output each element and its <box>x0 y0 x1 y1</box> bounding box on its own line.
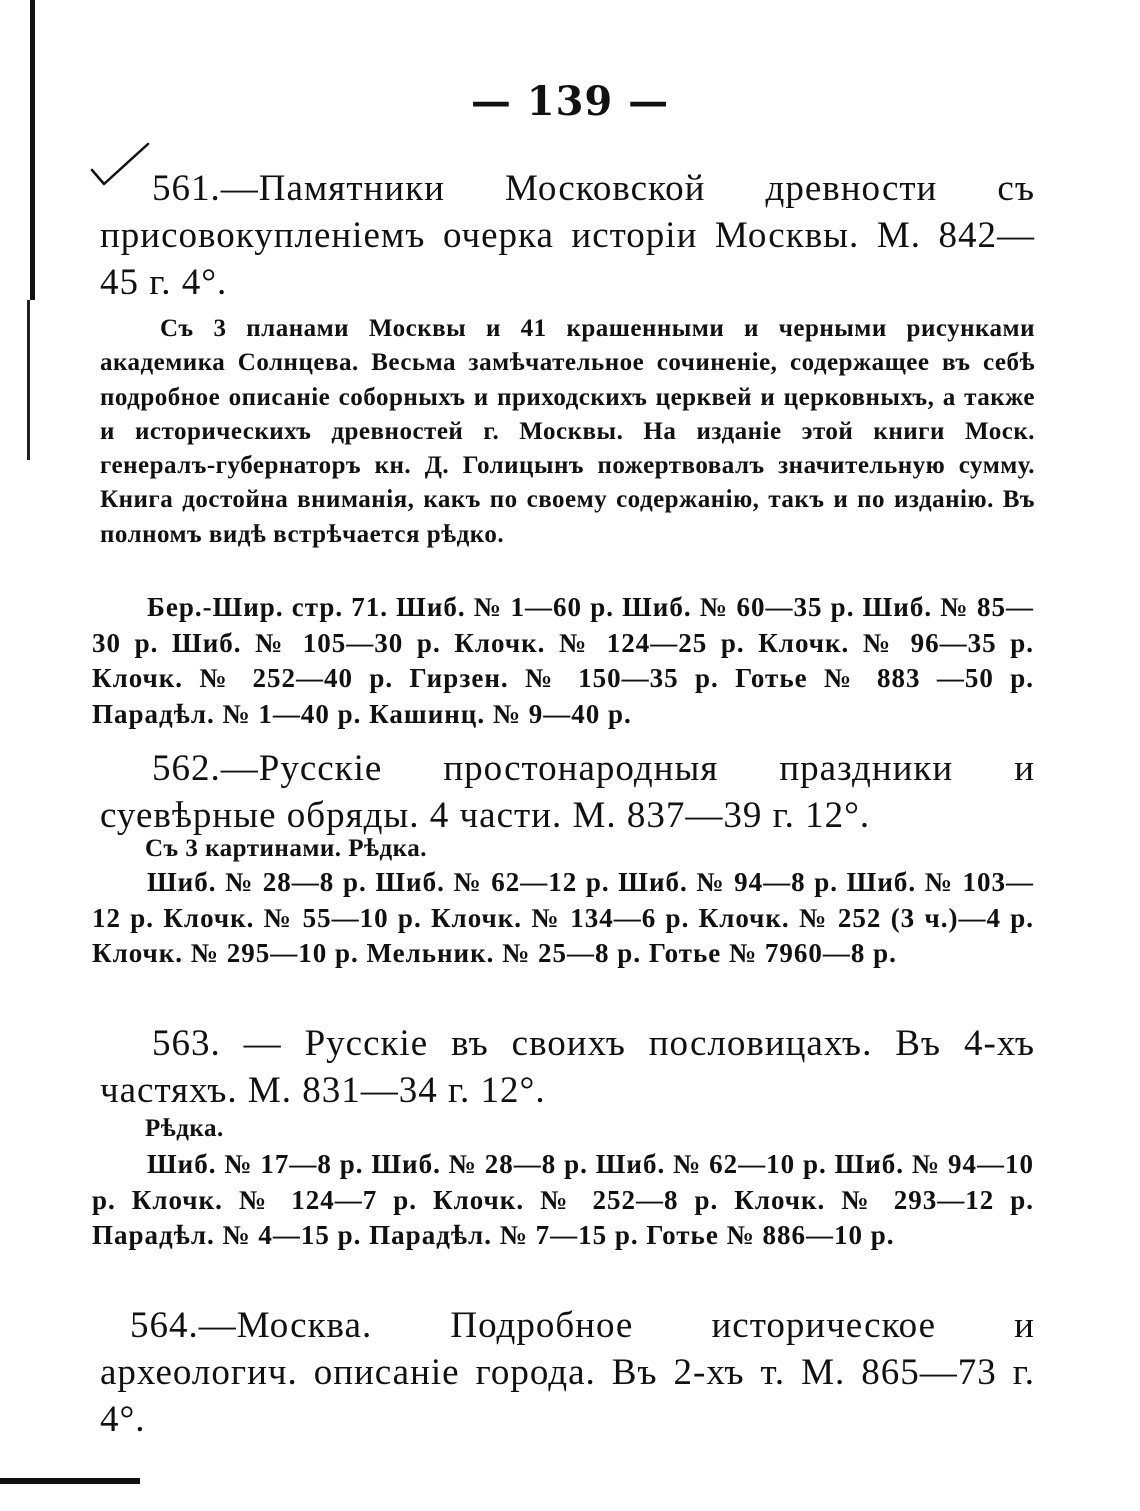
page-number: — 139 — <box>470 78 670 125</box>
entry-561-description: Съ 3 планами Москвы и 41 крашенными и черными рисунками академика Солнцева. Весьма замѣчательное сочиненіе, содержащее въ себѣ подробное описаніе соборныхъ и приходскихъ церквей и церковныхъ, а также и историческихъ древностей г. Москвы. На изданіе этой книги Моск. генералъ-губернаторъ кн. Д. Голицынъ пожертвовалъ значительную сумму. Книга достойна вниманія, какъ по своему содержанію, такъ и по изданію. Въ полномъ видѣ встрѣчается рѣдко. <box>100 315 1035 548</box>
entry-563-description: Рѣдка. <box>145 1115 224 1142</box>
entry-562-title: 562.—Русскіе простонародныя праздники и суевѣрные обряды. 4 части. М. 837—39 г. 12°. <box>100 748 1035 836</box>
entry-562-references: Шиб. № 28—8 р. Шиб. № 62—12 р. Шиб. № 94—8 р. Шиб. № 103—12 р. Клочк. № 55—10 р. Клочк. № 134—6 р. Клочк. № 252 (3 ч.)—4 р. Клочк. № 295—10 р. Мельник. № 25—8 р. Готье № 7960—8 р. <box>92 867 1034 968</box>
entry-562-description: Съ 3 картинами. Рѣдка. <box>145 835 427 862</box>
entry-564-title: 564.—Москва. Подробное историческое и археологич. описаніе города. Въ 2-хъ т. М. 865—73 г. 4°. <box>100 1305 1035 1440</box>
entry-561-title: 561.—Памятники Московской древности съ присовокупленіемъ очерка исторіи Москвы. М. 842—45 г. 4°. <box>100 168 1035 303</box>
entry-563-title: 563. — Русскіе въ своихъ пословицахъ. Въ 4-хъ частяхъ. М. 831—34 г. 12°. <box>100 1023 1035 1111</box>
entry-561-references: Бер.-Шир. стр. 71. Шиб. № 1—60 р. Шиб. № 60—35 р. Шиб. № 85—30 р. Шиб. № 105—30 р. Клочк. № 124—25 р. Клочк. № 96—35 р. Клочк. № 252—40 р. Гирзен. № 150—35 р. Готье № 883 —50 р. Парадѣл. № 1—40 р. Кашинц. № 9—40 р. <box>92 592 1034 729</box>
left-margin-line-lower <box>27 300 30 460</box>
entry-563-references: Шиб. № 17—8 р. Шиб. № 28—8 р. Шиб. № 62—10 р. Шиб. № 94—10 р. Клочк. № 124—7 р. Клочк. № 252—8 р. Клочк. № 293—12 р. Парадѣл. № 4—15 р. Парадѣл. № 7—15 р. Готье № 886—10 р. <box>92 1149 1034 1250</box>
bottom-margin-line <box>0 1478 140 1484</box>
left-margin-line <box>30 0 35 300</box>
